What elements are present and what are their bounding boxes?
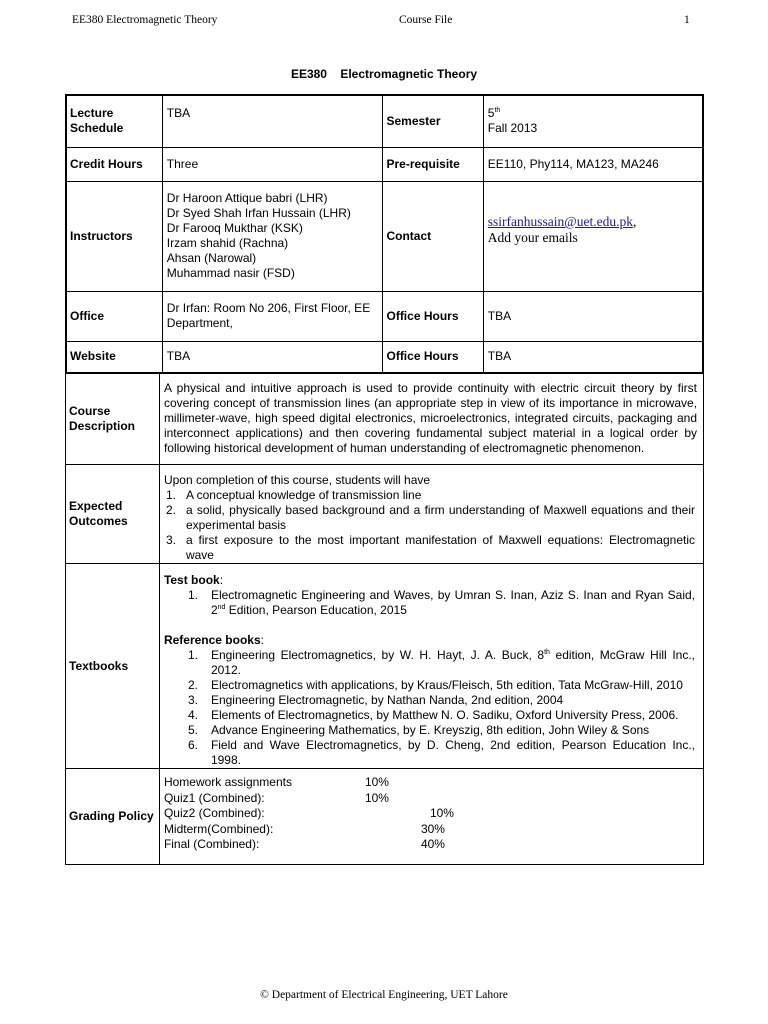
course-description-label: Course Description [66, 373, 160, 465]
table-row [66, 341, 703, 373]
item-text: Electromagnetic Engineering and Waves, by Umran S. Inan, Aziz S. Inan and Ryan Said, 2 [210, 588, 695, 617]
semester-label: Semester [383, 95, 483, 147]
item-text: a solid, physically based background and a firm understanding of Maxwell equations and their experimental basis [185, 503, 695, 532]
item-text: Electromagnetics with applications, by Kraus/Fleisch, 5th edition, Tata McGraw-Hill, 2010 [210, 678, 683, 692]
table-row [66, 465, 704, 564]
prerequisite-value: EE110, Phy114, MA123, MA246 [483, 147, 703, 181]
list-item [164, 708, 695, 723]
course-info-table [65, 94, 704, 374]
grading-item-percent: 30% [420, 821, 445, 836]
grading-item-name: Homework assignments [163, 775, 292, 789]
test-book-colon: : [219, 573, 224, 587]
item-number: 6. [187, 738, 198, 752]
list-item [164, 693, 695, 708]
office-hours-value-2: TBA [483, 341, 703, 373]
table-row [66, 147, 703, 181]
instructors-label: Instructors [66, 181, 162, 291]
grading-item-name: Quiz2 (Combined): [163, 806, 265, 820]
item-number: 1. [187, 648, 198, 662]
grading-item-name: Midterm(Combined): [163, 821, 274, 836]
semester-suffix: th [494, 107, 501, 114]
lecture-schedule-value: TBA [162, 95, 383, 147]
item-number: 3. [165, 533, 176, 547]
course-name: Electromagnetic Theory [340, 67, 478, 81]
textbooks-label: Textbooks [66, 564, 160, 769]
outcomes-list [164, 488, 695, 563]
header-course-name: EE380 Electromagnetic Theory [72, 14, 218, 26]
contact-email-comma: , [632, 214, 637, 229]
item-text: Field and Wave Electromagnetics, by D. Cheng, 2nd edition, Pearson Education Inc., 1998. [210, 738, 695, 767]
table-row [66, 564, 704, 769]
grading-item-name: Final (Combined): [163, 837, 260, 851]
textbooks-content [159, 564, 703, 769]
semester-term: Fall 2013 [487, 121, 538, 135]
credit-hours-value: Three [162, 147, 383, 181]
grading-item-percent: 10% [429, 806, 454, 820]
website-value: TBA [162, 341, 383, 373]
contact-value [483, 181, 703, 291]
office-hours-value: TBA [483, 291, 703, 341]
grading-item-percent: 10% [364, 775, 389, 789]
table-row [66, 181, 703, 291]
course-code: EE380 [290, 67, 327, 81]
instructor-name: Dr Farooq Mukthar (KSK) [166, 221, 303, 235]
reference-books-colon: : [260, 633, 264, 647]
header-document-type: Course File [399, 14, 453, 26]
website-label: Website [66, 341, 162, 373]
table-row [66, 291, 703, 341]
item-text: a first exposure to the most important manifestation of Maxwell equations: Electromagnetic wave [185, 533, 695, 562]
expected-outcomes-content [159, 465, 703, 564]
grading-policy-content [159, 769, 703, 865]
list-item [164, 588, 695, 618]
course-description-text: A physical and intuitive approach is used to provide continuity with electric circuit theory by first covering concept of transmission lines (an appropriate step in view of its importance in microwave, millimeter-wave, high speed digital electronics, microelectronics, integrated circuits, packaging and interconnect applications) and then covering fundamental subject material in a logical order by following historical development of human understanding of electromagnetic phenomenon. [159, 373, 703, 465]
instructor-name: Irzam shahid (Rachna) [166, 236, 289, 250]
office-hours-label: Office Hours [383, 291, 483, 341]
item-text: Engineering Electromagnetics, by W. H. Hayt, J. A. Buck, 8 [210, 648, 545, 662]
item-number: 2. [165, 503, 176, 517]
item-text: A conceptual knowledge of transmission line [185, 488, 422, 502]
instructor-name: Muhammad nasir (FSD) [166, 266, 295, 280]
item-number: 5. [187, 723, 198, 737]
item-number: 4. [187, 708, 198, 722]
contact-note: Add your emails [487, 230, 578, 245]
list-item [164, 488, 695, 503]
test-book-list [164, 588, 695, 618]
page-number: 1 [684, 14, 690, 26]
item-text-tail: edition, McGraw Hill Inc., 2012. [210, 648, 695, 677]
semester-number: 5 [487, 106, 495, 120]
list-item [164, 503, 695, 533]
grading-item-percent: 40% [420, 837, 445, 851]
instructors-list [162, 181, 383, 291]
table-row [66, 769, 704, 865]
list-item [164, 738, 695, 768]
list-item [164, 678, 695, 693]
item-superscript: th [544, 649, 550, 656]
instructor-name: Dr Haroon Attique babri (LHR) [166, 191, 328, 205]
item-number: 3. [187, 693, 198, 707]
item-number: 2. [187, 678, 198, 692]
course-details-table [65, 372, 704, 865]
instructor-name: Ahsan (Narowal) [166, 251, 257, 265]
page-footer [0, 989, 768, 1001]
semester-value [483, 95, 703, 147]
item-text: Engineering Electromagnetic, by Nathan Nanda, 2nd edition, 2004 [210, 693, 564, 707]
footer-text: Department of Electrical Engineering, UET Lahore [271, 989, 508, 1001]
list-item [164, 533, 695, 563]
office-value: Dr Irfan: Room No 206, First Floor, EE Department, [162, 291, 383, 341]
table-row [66, 95, 703, 147]
contact-email-link[interactable]: ssirfanhussain@uet.edu.pk [487, 214, 633, 229]
table-row [66, 373, 704, 465]
item-text-tail: Edition, Pearson Education, 2015 [225, 603, 407, 617]
item-number: 1. [187, 588, 198, 602]
reference-books-heading: Reference books [163, 633, 261, 647]
grading-policy-label: Grading Policy [66, 769, 160, 865]
office-hours-label-2: Office Hours [383, 341, 483, 373]
grading-list [164, 775, 699, 853]
contact-label: Contact [383, 181, 483, 291]
instructor-name: Dr Syed Shah Irfan Hussain (LHR) [166, 206, 351, 220]
grading-item-percent: 10% [364, 790, 389, 805]
test-book-heading: Test book [163, 573, 220, 587]
list-item [164, 723, 695, 738]
item-text: Elements of Electromagnetics, by Matthew N. O. Sadiku, Oxford University Press, 2006. [210, 708, 679, 722]
expected-outcomes-label: Expected Outcomes [66, 465, 160, 564]
grading-item-name: Quiz1 (Combined): [163, 790, 265, 805]
item-number: 1. [165, 488, 176, 502]
reference-book-list [164, 648, 695, 768]
list-item [164, 648, 695, 678]
item-superscript: nd [217, 604, 226, 611]
lecture-schedule-label: Lecture Schedule [66, 95, 162, 147]
copyright-icon: © [260, 989, 269, 1001]
office-label: Office [66, 291, 162, 341]
page-title [0, 67, 768, 81]
item-text: Advance Engineering Mathematics, by E. Kreyszig, 8th edition, John Wiley & Sons [210, 723, 650, 737]
prerequisite-label: Pre-requisite [383, 147, 483, 181]
credit-hours-label: Credit Hours [66, 147, 162, 181]
outcomes-intro: Upon completion of this course, students will have [163, 473, 431, 487]
